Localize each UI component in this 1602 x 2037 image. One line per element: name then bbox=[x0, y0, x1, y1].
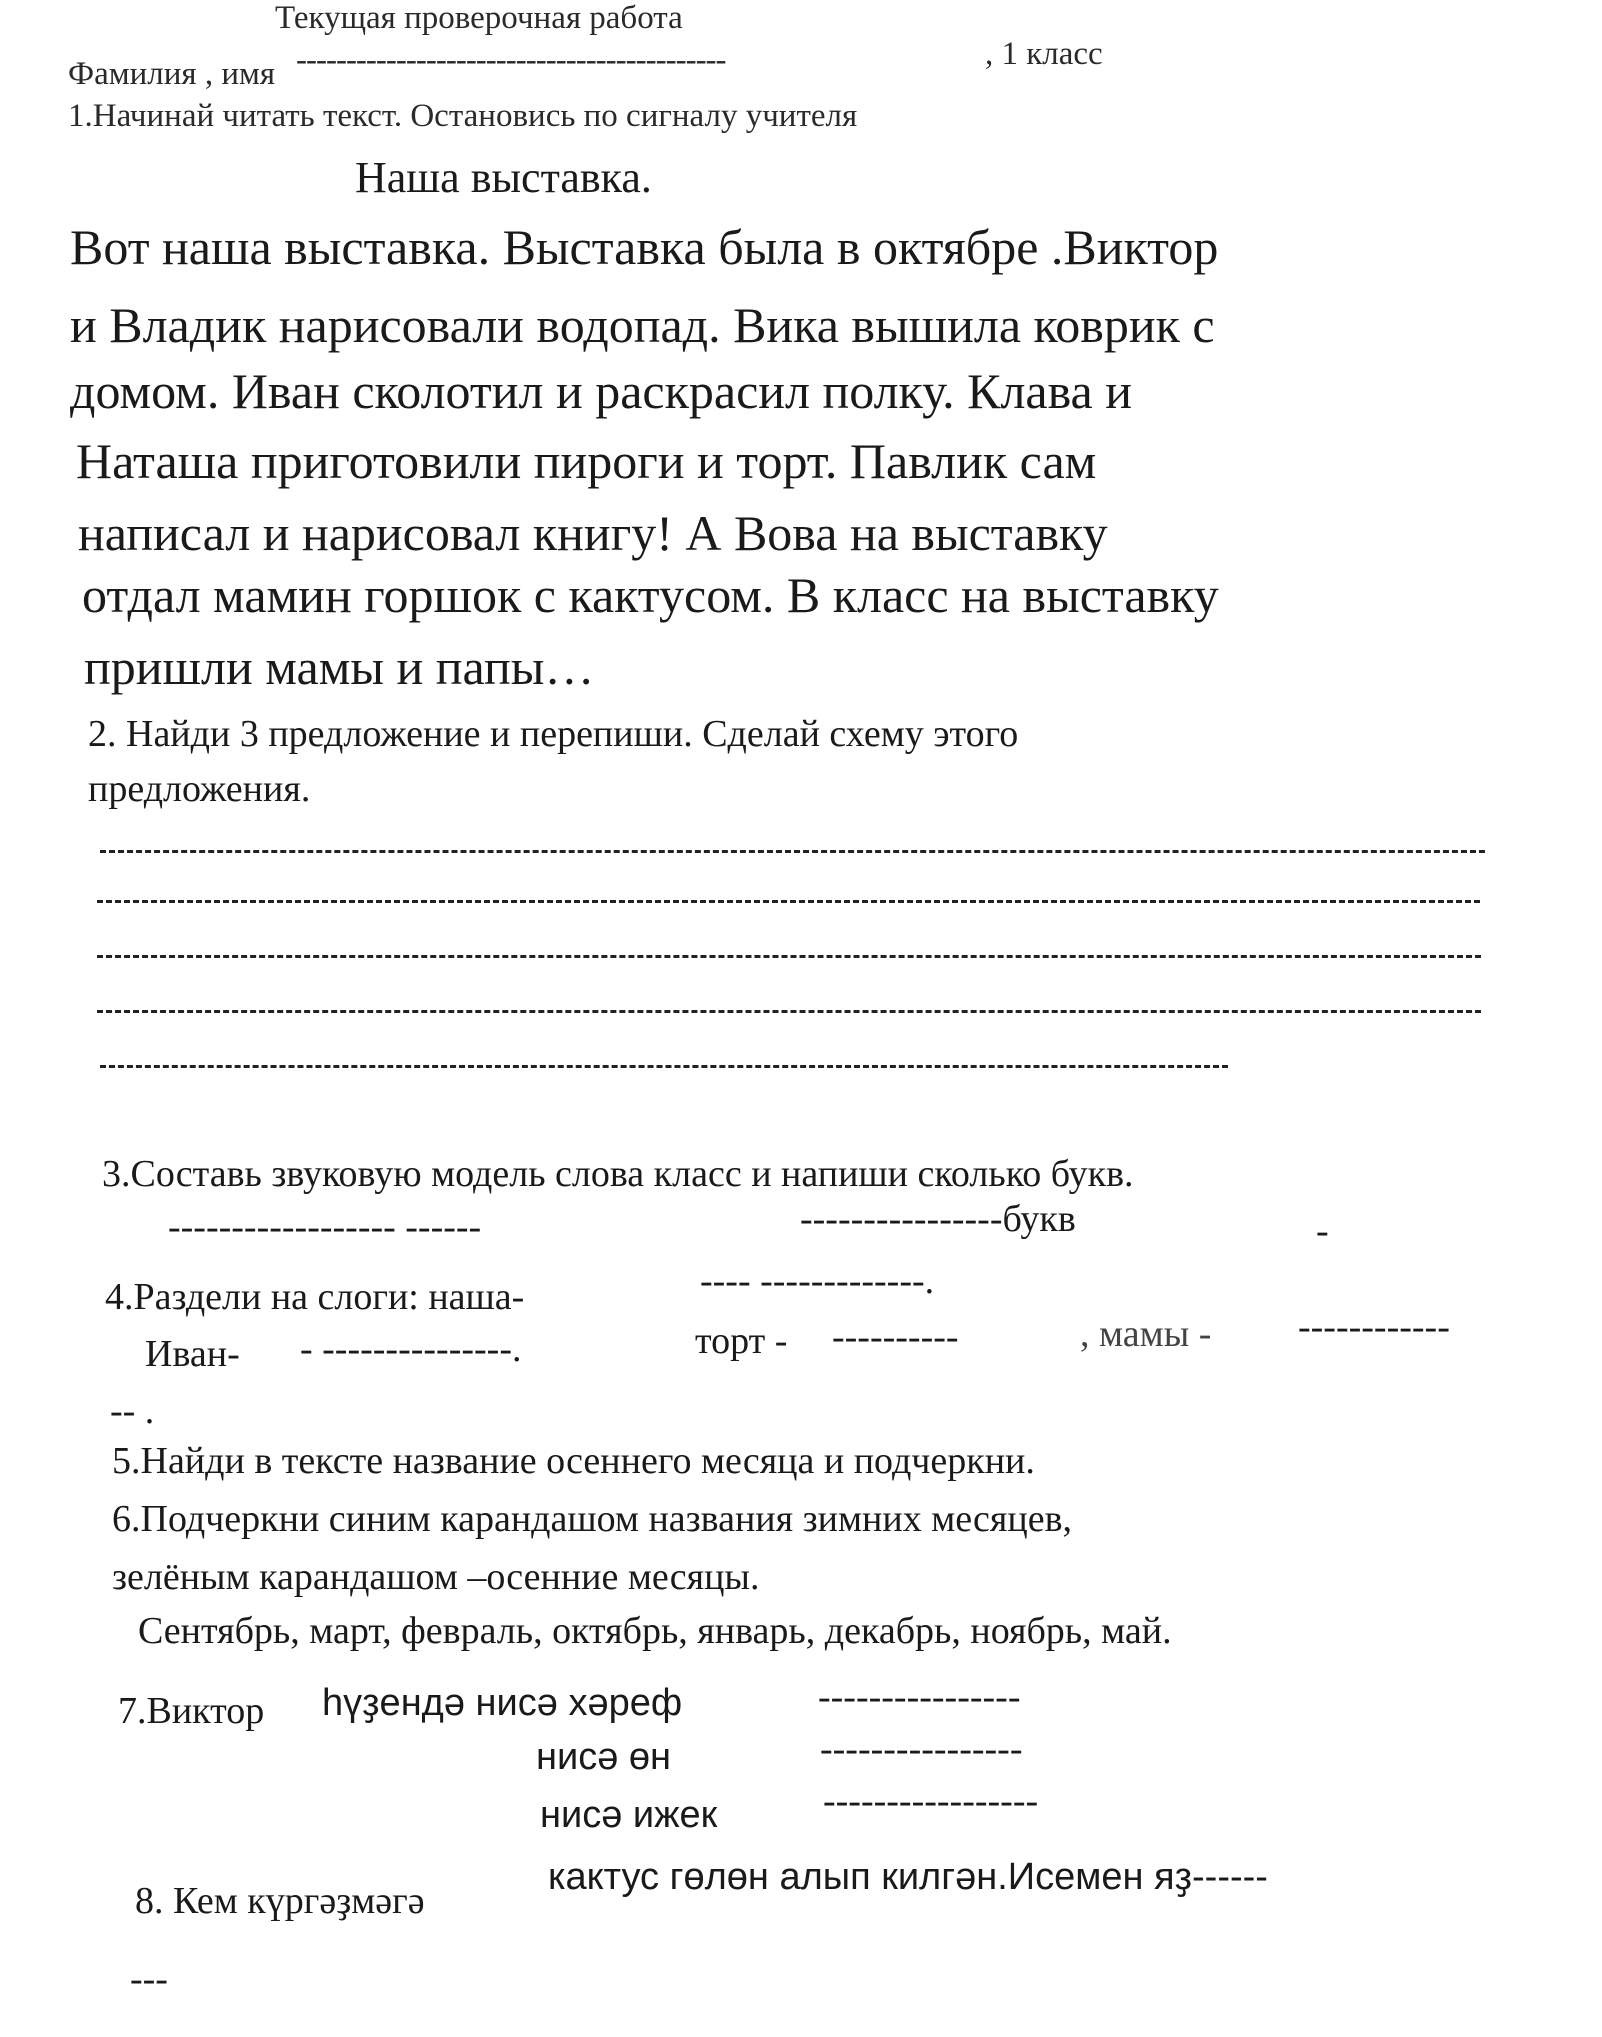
task6-instruction: 6.Подчеркни синим карандашом названия зимних месяцев, bbox=[112, 1498, 1073, 1540]
story-line: домом. Иван сколотил и раскрасил полку. Клава и bbox=[70, 363, 1133, 419]
word-tort: торт - bbox=[695, 1320, 788, 1362]
letter-count-blank: ----------------букв bbox=[800, 1198, 1076, 1240]
header-title: Текущая проверочная работа bbox=[275, 0, 683, 36]
name-label: Фамилия , имя bbox=[68, 56, 276, 92]
task2-instruction-cont: предложения. bbox=[88, 768, 311, 810]
story-line: Вот наша выставка. Выставка была в октябре .Виктор bbox=[70, 219, 1219, 275]
story-line: Наташа приготовили пироги и торт. Павлик сам bbox=[76, 433, 1097, 489]
task5-instruction: 5.Найди в тексте название осеннего месяца и подчеркни. bbox=[112, 1440, 1035, 1482]
answer-line bbox=[97, 955, 1481, 958]
syllable-blank-mamy: ------------ bbox=[1298, 1306, 1450, 1348]
sound-model-blank: ------------------ ------ bbox=[168, 1206, 482, 1248]
syllable-blank-tort: ---------- bbox=[832, 1316, 959, 1358]
task7-prefix: 7.Виктор bbox=[118, 1690, 265, 1732]
answer-line bbox=[100, 850, 1485, 853]
months-list: Сентябрь, март, февраль, октябрь, январь, декабрь, ноябрь, май. bbox=[138, 1610, 1172, 1652]
task7-letters-question: hүҙендә нисә хәреф bbox=[322, 1682, 683, 1724]
task1-instruction: 1.Начинай читать текст. Остановись по сигналу учителя bbox=[68, 98, 858, 134]
story-title: Наша выставка. bbox=[355, 153, 652, 202]
task4-instruction: 4.Раздели на слоги: наша- bbox=[105, 1276, 525, 1318]
task2-instruction: 2. Найди 3 предложение и перепиши. Сделай схему этого bbox=[88, 713, 1019, 755]
name-blank: ------------------------------------------- bbox=[296, 42, 726, 78]
story-line: и Владик нарисовали водопад. Вика вышила коврик с bbox=[70, 297, 1215, 353]
syllable-blank-tail: -- . bbox=[110, 1390, 155, 1432]
stray-mark: - bbox=[1316, 1210, 1329, 1252]
word-ivan: Иван- bbox=[145, 1333, 240, 1375]
sounds-blank: ---------------- bbox=[820, 1728, 1023, 1770]
grade-label: , 1 класс bbox=[985, 36, 1103, 72]
story-line: написал и нарисовал книгу! А Вова на выставку bbox=[78, 505, 1108, 561]
task7-syllables-question: нисә ижек bbox=[540, 1794, 718, 1836]
word-mamy: , мамы - bbox=[1080, 1313, 1212, 1355]
syllable-blank-ivan: - ---------------. bbox=[300, 1328, 522, 1370]
syllable-blank-nasha: ---- -------------. bbox=[700, 1260, 935, 1302]
task6-instruction-cont: зелёным карандашом –осенние месяцы. bbox=[112, 1556, 760, 1598]
answer-line bbox=[97, 900, 1480, 903]
task8-blank-tail: --- bbox=[130, 1958, 168, 2000]
answer-line bbox=[100, 1065, 1228, 1068]
story-line: отдал мамин горшок с кактусом. В класс на выставку bbox=[82, 567, 1219, 623]
task8-prefix: 8. Кем күргәҙмәгә bbox=[135, 1880, 425, 1922]
answer-line bbox=[97, 1010, 1481, 1013]
task7-sounds-question: нисә өн bbox=[536, 1736, 672, 1778]
task8-instruction: кактус гөлөн алып килгән.Исемен яҙ------ bbox=[548, 1856, 1268, 1898]
letters-blank: ---------------- bbox=[818, 1676, 1021, 1718]
syllables-blank: ----------------- bbox=[823, 1780, 1039, 1822]
story-line: пришли мамы и папы… bbox=[84, 639, 595, 695]
task3-instruction: 3.Составь звуковую модель слова класс и напиши сколько букв. bbox=[102, 1153, 1134, 1195]
